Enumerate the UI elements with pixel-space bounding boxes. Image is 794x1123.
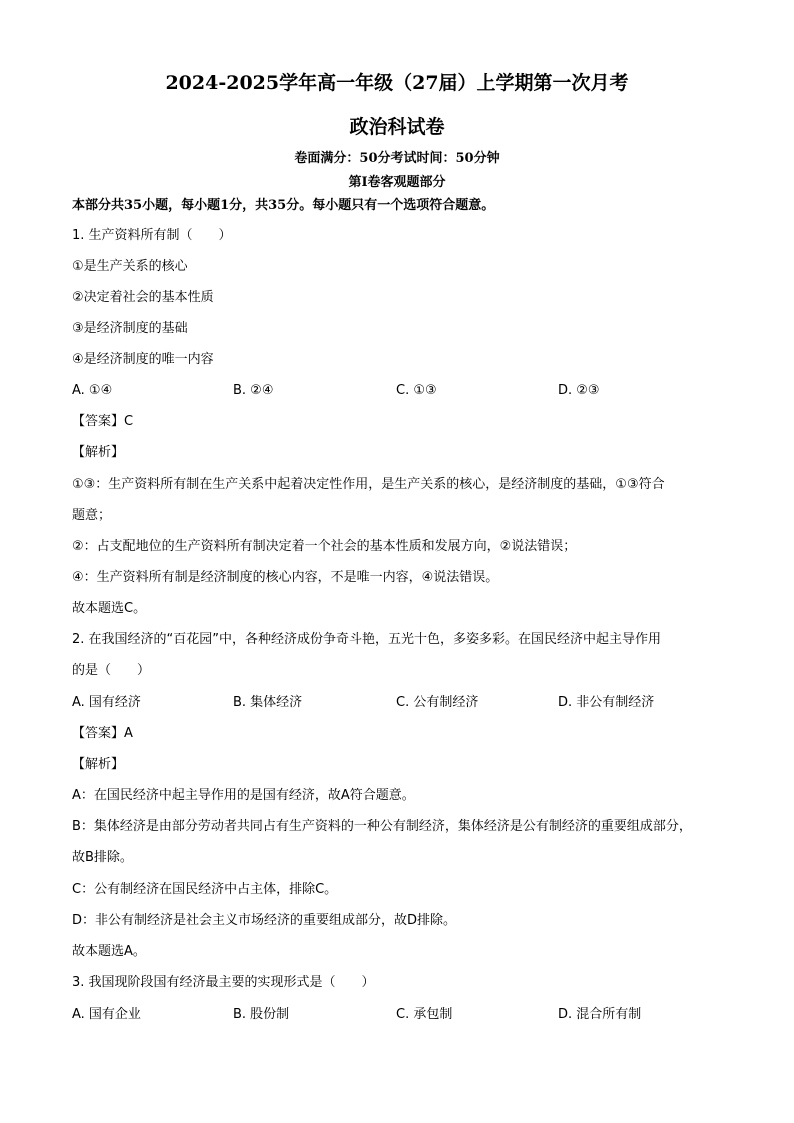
q2-stem: 2. 在我国经济的“百花园”中，各种经济成份争奇斗艳，五光十色，多姿多彩。在国民经济中起主导作用: [72, 632, 662, 647]
exam-meta: 卷面满分：50分考试时间：50分钟: [294, 151, 500, 166]
q1-item: ④是经济制度的唯一内容: [72, 352, 214, 367]
q1-option-d: D. ②③: [558, 383, 600, 398]
q1-answer: 【答案】C: [72, 414, 134, 429]
section-heading: 第Ⅰ卷客观题部分: [348, 175, 446, 190]
q2-option-c: C. 公有制经济: [396, 695, 479, 710]
q2-analysis-line: A：在国民经济中起主导作用的是国有经济，故A符合题意。: [72, 788, 415, 803]
q1-analysis-line: ①③：生产资料所有制在生产关系中起着决定性作用，是生产关系的核心，是经济制度的基础，①③符合: [72, 477, 665, 492]
q2-analysis-line: 故本题选A。: [72, 944, 146, 959]
q2-analysis-line: C：公有制经济在国民经济中占主体，排除C。: [72, 882, 338, 897]
q1-stem: 1. 生产资料所有制（ ）: [72, 228, 232, 243]
q3-option-c: C. 承包制: [396, 1007, 453, 1022]
q1-option-a: A. ①④: [72, 383, 113, 398]
q1-analysis-line: 故本题选C。: [72, 601, 147, 616]
q2-stem: 的是（ ）: [72, 663, 151, 678]
q1-option-c: C. ①③: [396, 383, 437, 398]
q1-analysis-line: ②：占支配地位的生产资料所有制决定着一个社会的基本性质和发展方向，②说法错误；: [72, 539, 577, 554]
q2-analysis-line: B：集体经济是由部分劳动者共同占有生产资料的一种公有制经济，集体经济是公有制经济的重要组成部分，: [72, 819, 692, 834]
q1-option-b: B. ②④: [233, 383, 274, 398]
q3-option-a: A. 国有企业: [72, 1007, 141, 1022]
q3-option-d: D. 混合所有制: [558, 1007, 642, 1022]
q1-analysis-line: 题意；: [72, 508, 112, 523]
q1-analysis-label: 【解析】: [72, 445, 125, 460]
q1-item: ③是经济制度的基础: [72, 321, 188, 336]
q3-stem: 3. 我国现阶段国有经济最主要的实现形式是（ ）: [72, 975, 375, 990]
q2-option-b: B. 集体经济: [233, 695, 303, 710]
q2-analysis-label: 【解析】: [72, 757, 125, 772]
q1-item: ②决定着社会的基本性质: [72, 290, 214, 305]
q2-answer: 【答案】A: [72, 726, 133, 741]
exam-subject: 政治科试卷: [349, 116, 445, 138]
exam-title: 2024-2025学年高一年级（27届）上学期第一次月考: [165, 72, 629, 94]
q2-option-a: A. 国有经济: [72, 695, 141, 710]
q3-option-b: B. 股份制: [233, 1007, 290, 1022]
q1-analysis-line: ④：生产资料所有制是经济制度的核心内容，不是唯一内容，④说法错误。: [72, 570, 499, 585]
section-instructions: 本部分共35小题，每小题1分，共35分。每小题只有一个选项符合题意。: [72, 198, 495, 213]
q2-analysis-line: 故B排除。: [72, 850, 133, 865]
q1-item: ①是生产关系的核心: [72, 259, 188, 274]
q2-analysis-line: D：非公有制经济是社会主义市场经济的重要组成部分，故D排除。: [72, 913, 457, 928]
q2-option-d: D. 非公有制经济: [558, 695, 655, 710]
